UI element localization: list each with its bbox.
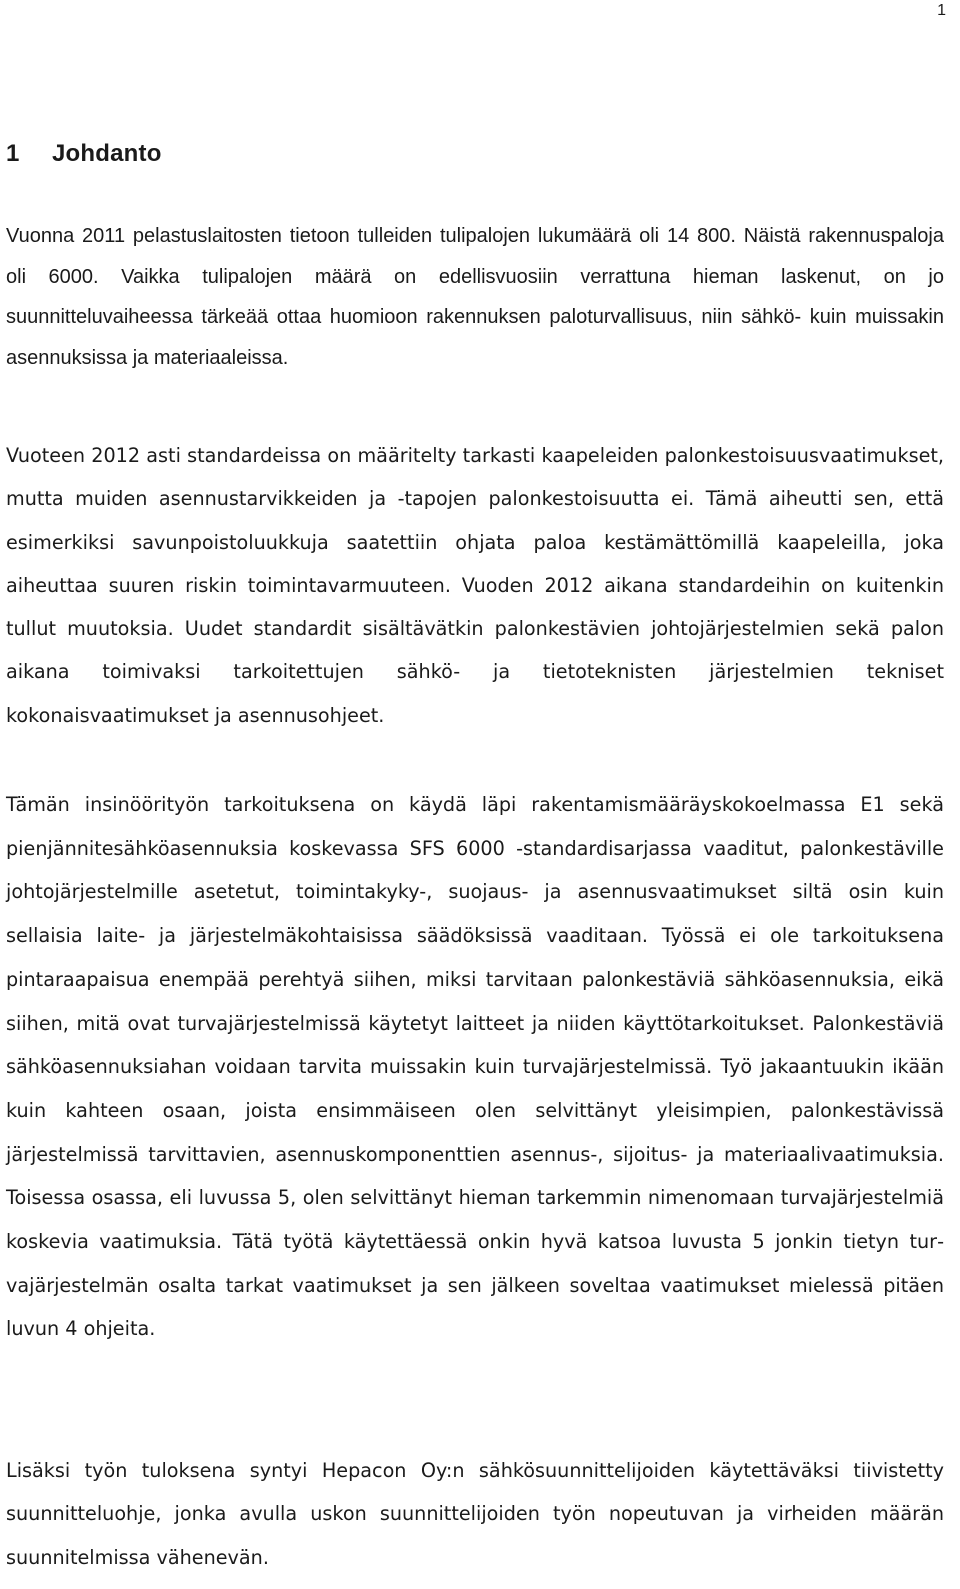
paragraph-purpose: Tämän insinöörityön tarkoituksena on käydä läpi rakentamismääräyskokoelmassa E1 sekä pienjännitesähköasennuksia koskevassa SFS 6000 -standardisarjassa vaaditut, palonkestäville johtojärjestelmille asetetut, toimintakyky-, suojaus- ja asennusvaatimukset siltä osin kuin sellaisia laite- ja järjestelmäkohtaisissa säädöksissä vaaditaan. Työssä ei ole tarkoituksena pintaraapaisua enempää perehtyä siihen, miksi tarvitaan palonkestäviä sähköasennuksia, eikä siihen, mitä ovat turvajärjestelmissä käytetyt laitteet ja niiden käyttötarkoitukset. Palonkestäviä sähköasennuksiahan voidaan tarvita muissakin kuin turvajärjestelmissä. Työ jakaantuukin ikään kuin kahteen osaan, joista ensimmäiseen olen selvittänyt yleisimpien, palonkestävissä järjestelmissä tarvittavien, asennuskomponenttien asennus-, sijoitus- ja materiaalivaatimuksia. Toisessa osassa, eli luvussa 5, olen selvittänyt hieman tarkemmin nimenomaan turvajärjestelmiä koskevia vaatimuksia. Tätä työtä käytettäessä onkin hyvä katsoa luvusta 5 jonkin tietyn turvajärjestelmän osalta tarkat vaatimukset ja sen jälkeen soveltaa vaatimukset mielessä pitäen luvun 4 ohjeita. <box>6 793 944 1341</box>
chapter-heading <box>6 140 162 168</box>
paragraph-standards: Vuoteen 2012 asti standardeissa on määritelty tarkasti kaapeleiden palonkestoisuusvaatimukset, mutta muiden asennustarvikkeiden ja -tapojen palonkestoisuutta ei. Tämä aiheutti sen, että esimerkiksi savunpoistoluukkuja saatettiin ohjata paloa kestämättömillä kaapeleilla, joka aiheuttaa suuren riskin toimintavarmuuteen. Vuoden 2012 aikana standardeihin on kuitenkin tullut muutoksia. Uudet standardit sisältävätkin palonkestävien johtojärjestelmien sekä palon aikana toimivaksi tarkoitettujen sähkö- ja tietoteknisten järjestelmien tekniset kokonaisvaatimukset ja asennusohjeet. <box>6 444 944 727</box>
paragraph-intro: Vuonna 2011 pelastuslaitosten tietoon tulleiden tulipalojen lukumäärä oli 14 800. Näistä rakennuspaloja oli 6000. Vaikka tulipalojen määrä on edellisvuosiin verrattuna hieman laskenut, on jo suunnitteluvaiheessa tärkeää ottaa huomioon rakennuksen paloturvallisuus, niin sähkö- kuin muissakin asennuksissa ja materiaaleissa. <box>6 225 944 369</box>
chapter-title: Johdanto <box>52 140 162 167</box>
chapter-number: 1 <box>6 140 20 167</box>
page-number: 1 <box>937 2 946 19</box>
paragraph-outcome: Lisäksi työn tuloksena syntyi Hepacon Oy:n sähkösuunnittelijoiden käytettäväksi tiivistetty suunnitteluohje, jonka avulla uskon suunnittelijoiden työn nopeutuvan ja virheiden määrän suunnitelmissa vähenevän. <box>6 1459 944 1569</box>
